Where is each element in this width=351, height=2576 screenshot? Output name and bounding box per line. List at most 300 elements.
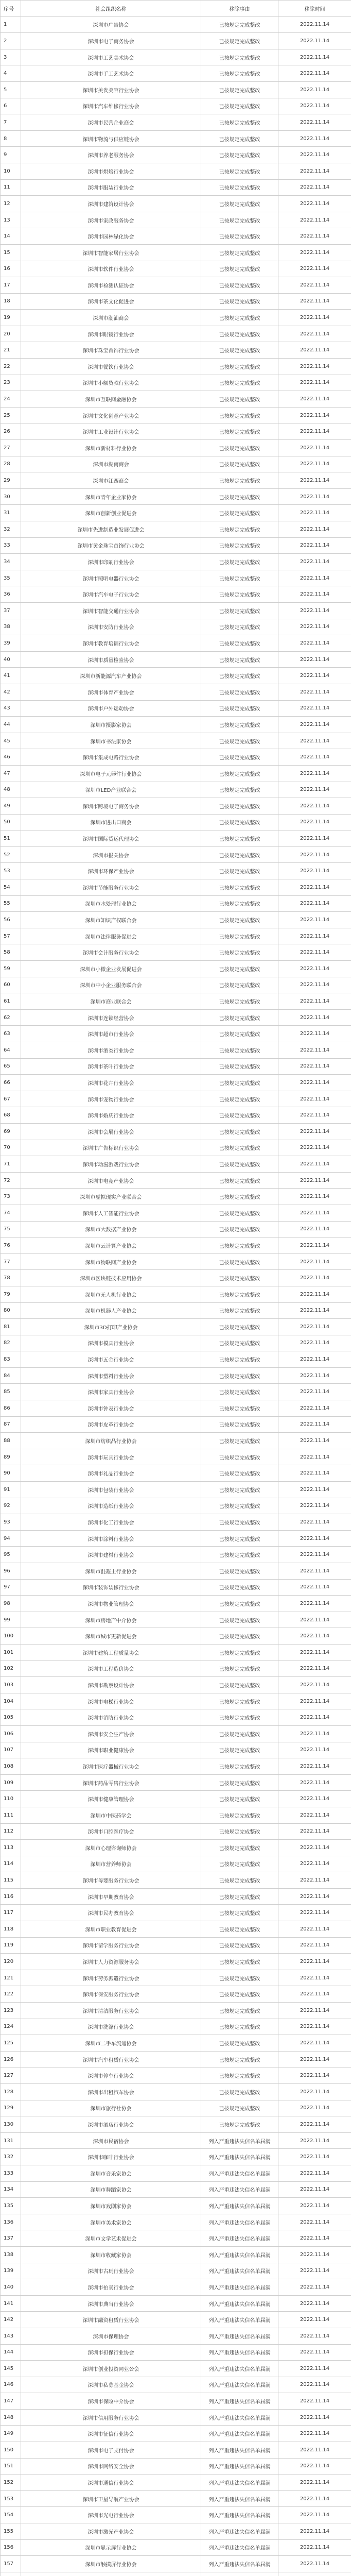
- cell-index: 149: [1, 2426, 21, 2442]
- table-row: [1, 1465, 351, 1482]
- cell-index: 68: [1, 1107, 21, 1124]
- cell-org-name: 深圳市电子元器件行业协会: [21, 765, 201, 782]
- cell-reason: 已按规定完成整改: [201, 537, 278, 554]
- cell-date: 2022.11.14: [278, 1058, 351, 1075]
- cell-index: 92: [1, 1498, 21, 1514]
- cell-reason: 已按规定完成整改: [201, 196, 278, 212]
- cell-reason: 列入严重违法失信名单届满: [201, 2507, 278, 2523]
- cell-reason: 列入严重违法失信名单届满: [201, 2490, 278, 2507]
- cell-date: 2022.11.14: [278, 1742, 351, 1758]
- cell-index: 14: [1, 228, 21, 245]
- cell-date: 2022.11.14: [278, 733, 351, 749]
- cell-reason: 已按规定完成整改: [201, 1270, 278, 1286]
- cell-reason: 已按规定完成整改: [201, 765, 278, 782]
- table-row: [1, 391, 351, 408]
- cell-org-name: 深圳市民营企业商会: [21, 114, 201, 131]
- header-row: [1, 1, 351, 17]
- cell-reason: 已按规定完成整改: [201, 423, 278, 440]
- table-row: [1, 1612, 351, 1628]
- cell-reason: 列入严重违法失信名单届满: [201, 2328, 278, 2344]
- cell-reason: 已按规定完成整改: [201, 1872, 278, 1889]
- cell-index: 145: [1, 2361, 21, 2377]
- cell-org-name: 深圳市通信行业协会: [21, 2475, 201, 2491]
- cell-reason: 列入严重违法失信名单届满: [201, 2181, 278, 2198]
- table-row: [1, 2051, 351, 2067]
- cell-index: 135: [1, 2198, 21, 2214]
- cell-index: 5: [1, 81, 21, 98]
- cell-org-name: 深圳市3D打印产业协会: [21, 1319, 201, 1335]
- cell-reason: 已按规定完成整改: [201, 2019, 278, 2035]
- cell-index: 12: [1, 196, 21, 212]
- cell-org-name: 深圳市宠物行业协会: [21, 1091, 201, 1107]
- cell-date: 2022.11.14: [278, 1384, 351, 1400]
- cell-date: 2022.11.14: [278, 2279, 351, 2296]
- cell-index: 144: [1, 2344, 21, 2361]
- cell-org-name: 深圳市药品零售行业协会: [21, 1774, 201, 1791]
- cell-date: 2022.11.14: [278, 1807, 351, 1823]
- cell-reason: 已按规定完成整改: [201, 1123, 278, 1140]
- cell-date: 2022.11.14: [278, 212, 351, 228]
- cell-reason: 已按规定完成整改: [201, 1238, 278, 1254]
- cell-org-name: 深圳市体育产业协会: [21, 684, 201, 700]
- cell-date: 2022.11.14: [278, 1156, 351, 1173]
- cell-index: 136: [1, 2214, 21, 2230]
- cell-reason: 已按规定完成整改: [201, 375, 278, 391]
- cell-index: [1, 2572, 21, 2576]
- cell-reason: 已按规定完成整改: [201, 326, 278, 342]
- cell-reason: 已按规定完成整改: [201, 798, 278, 815]
- cell-index: 81: [1, 1319, 21, 1335]
- table-row: [1, 1937, 351, 1954]
- cell-org-name: 深圳市水处理行业协会: [21, 895, 201, 912]
- cell-reason: 已按规定完成整改: [201, 1905, 278, 1921]
- cell-org-name: 深圳市互联网金融协会: [21, 391, 201, 408]
- cell-date: 2022.11.14: [278, 2409, 351, 2426]
- cell-date: 2022.11.14: [278, 244, 351, 261]
- cell-index: 50: [1, 814, 21, 831]
- cell-reason: 已按规定完成整改: [201, 1660, 278, 1677]
- cell-reason: 列入严重违法失信名单届满: [201, 2361, 278, 2377]
- cell-index: 129: [1, 2100, 21, 2116]
- cell-index: 105: [1, 1709, 21, 1726]
- cell-reason: 已按规定完成整改: [201, 521, 278, 538]
- cell-index: 113: [1, 1840, 21, 1856]
- cell-date: 2022.11.14: [278, 749, 351, 766]
- cell-date: 2022.11.14: [278, 1888, 351, 1905]
- table-row: [1, 1970, 351, 1986]
- table-row: [1, 1140, 351, 1156]
- cell-index: 79: [1, 1286, 21, 1302]
- cell-index: 116: [1, 1888, 21, 1905]
- cell-org-name: 深圳市网络安全协会: [21, 2458, 201, 2475]
- cell-org-name: 深圳市营养师协会: [21, 1856, 201, 1872]
- cell-date: 2022.11.14: [278, 1856, 351, 1872]
- table-row: [1, 1840, 351, 1856]
- cell-org-name: 深圳市文化创意产业协会: [21, 407, 201, 423]
- cell-index: 15: [1, 244, 21, 261]
- cell-org-name: 深圳市塑料行业协会: [21, 1367, 201, 1384]
- cell-org-name: 深圳市检测认证协会: [21, 277, 201, 294]
- cell-reason: 已按规定完成整改: [201, 1384, 278, 1400]
- table-row: [1, 65, 351, 82]
- cell-date: 2022.11.14: [278, 49, 351, 65]
- cell-reason: 已按规定完成整改: [201, 602, 278, 619]
- cell-org-name: 深圳市美发美容行业协会: [21, 81, 201, 98]
- cell-reason: 已按规定完成整改: [201, 1742, 278, 1758]
- cell-index: 76: [1, 1238, 21, 1254]
- cell-org-name: 深圳市软件行业协会: [21, 261, 201, 277]
- cell-index: 65: [1, 1058, 21, 1075]
- cell-reason: 已按规定完成整改: [201, 1335, 278, 1351]
- cell-reason: 列入严重违法失信名单届满: [201, 2295, 278, 2312]
- cell-index: 152: [1, 2475, 21, 2491]
- cell-index: 120: [1, 1954, 21, 1970]
- cell-org-name: 深圳市融资租赁行业协会: [21, 2312, 201, 2328]
- cell-reason: 列入严重违法失信名单届满: [201, 2393, 278, 2410]
- cell-date: 2022.11.14: [278, 2132, 351, 2149]
- table-row: [1, 359, 351, 375]
- cell-date: 2022.11.14: [278, 1270, 351, 1286]
- cell-index: 122: [1, 1986, 21, 2003]
- cell-org-name: 深圳市古玩行业协会: [21, 2263, 201, 2279]
- cell-date: 2022.11.14: [278, 2426, 351, 2442]
- cell-date: 2022.11.14: [278, 33, 351, 49]
- cell-reason: 已按规定完成整改: [201, 1172, 278, 1189]
- cell-reason: 已按规定完成整改: [201, 2084, 278, 2100]
- header-date: 移除时间: [278, 1, 351, 17]
- cell-index: 130: [1, 2116, 21, 2133]
- cell-reason: 已按规定完成整改: [201, 912, 278, 928]
- cell-index: 26: [1, 423, 21, 440]
- cell-org-name: 深圳市家政服务协会: [21, 212, 201, 228]
- cell-date: 2022.11.14: [278, 782, 351, 798]
- cell-org-name: 深圳市质量检验协会: [21, 651, 201, 668]
- cell-date: 2022.11.14: [278, 1644, 351, 1660]
- cell-index: 28: [1, 456, 21, 472]
- cell-reason: 已按规定完成整改: [201, 1009, 278, 1026]
- cell-reason: 列入严重违法失信名单届满: [201, 2556, 278, 2572]
- cell-index: 4: [1, 65, 21, 82]
- cell-org-name: 深圳市光电行业协会: [21, 2507, 201, 2523]
- cell-date: 2022.11.14: [278, 537, 351, 554]
- cell-date: 2022.11.14: [278, 2263, 351, 2279]
- cell-org-name: 深圳市照明电器行业协会: [21, 570, 201, 586]
- cell-org-name: 深圳市超市行业协会: [21, 1026, 201, 1042]
- table-row: [1, 1986, 351, 2003]
- cell-date: 2022.11.14: [278, 928, 351, 944]
- cell-date: 2022.11.14: [278, 2344, 351, 2361]
- cell-index: 137: [1, 2230, 21, 2247]
- cell-date: 2022.11.14: [278, 2475, 351, 2491]
- cell-date: 2022.11.14: [278, 1954, 351, 1970]
- cell-date: 2022.11.14: [278, 98, 351, 114]
- cell-date: 2022.11.14: [278, 2458, 351, 2475]
- cell-index: 131: [1, 2132, 21, 2149]
- cell-reason: 已按规定完成整改: [201, 1530, 278, 1547]
- cell-org-name: 深圳市纺织品行业协会: [21, 1433, 201, 1449]
- table-row: [1, 2377, 351, 2393]
- cell-org-name: 深圳市酒类行业协会: [21, 1042, 201, 1059]
- cell-reason: 已按规定完成整改: [201, 1156, 278, 1173]
- cell-org-name: 深圳市健康管理协会: [21, 1791, 201, 1807]
- cell-date: 2022.11.14: [278, 668, 351, 684]
- table-row: [1, 2475, 351, 2491]
- cell-date: 2022.11.14: [278, 1221, 351, 1238]
- table-row: [1, 212, 351, 228]
- cell-index: 111: [1, 1807, 21, 1823]
- cell-index: 106: [1, 1725, 21, 1742]
- cell-org-name: 深圳市出租汽车协会: [21, 2084, 201, 2100]
- cell-reason: 已按规定完成整改: [201, 1709, 278, 1726]
- cell-index: 121: [1, 1970, 21, 1986]
- cell-reason: 列入严重违法失信名单届满: [201, 2409, 278, 2426]
- cell-org-name: 深圳市收藏家协会: [21, 2246, 201, 2263]
- cell-date: 2022.11.14: [278, 505, 351, 521]
- cell-index: 103: [1, 1677, 21, 1693]
- cell-org-name: 深圳市养老服务协会: [21, 147, 201, 163]
- cell-index: 10: [1, 163, 21, 179]
- cell-date: 2022.11.14: [278, 2295, 351, 2312]
- cell-reason: 已按规定完成整改: [201, 1416, 278, 1433]
- cell-date: 2022.11.14: [278, 961, 351, 977]
- cell-org-name: 深圳市无人机行业协会: [21, 1286, 201, 1302]
- cell-date: 2022.11.14: [278, 1335, 351, 1351]
- table-row: [1, 114, 351, 131]
- cell-reason: 已按规定完成整改: [201, 684, 278, 700]
- cell-date: 2022.11.14: [278, 993, 351, 1010]
- table-row: [1, 1221, 351, 1238]
- cell-reason: 列入严重违法失信名单届满: [201, 2214, 278, 2230]
- table-row: [1, 944, 351, 961]
- table-row: [1, 1189, 351, 1205]
- cell-org-name: 深圳市机器人产业协会: [21, 1302, 201, 1319]
- table-row: [1, 1872, 351, 1889]
- cell-index: 74: [1, 1205, 21, 1221]
- table-row: [1, 635, 351, 652]
- table-row: [1, 749, 351, 766]
- cell-date: 2022.11.14: [278, 831, 351, 847]
- cell-org-name: 深圳市餐饮行业协会: [21, 359, 201, 375]
- cell-org-name: 深圳市显示屏行业协会: [21, 2539, 201, 2556]
- cell-index: 151: [1, 2458, 21, 2475]
- table-row: [1, 2523, 351, 2540]
- cell-reason: 列入严重违法失信名单届满: [201, 2263, 278, 2279]
- cell-org-name: 深圳市跨境电子商务协会: [21, 798, 201, 815]
- cell-date: 2022.11.14: [278, 1107, 351, 1124]
- cell-index: 52: [1, 846, 21, 863]
- table-row: [1, 993, 351, 1010]
- cell-date: 2022.11.14: [278, 2198, 351, 2214]
- table-row: [1, 2458, 351, 2475]
- cell-reason: 已按规定完成整改: [201, 831, 278, 847]
- cell-reason: 已按规定完成整改: [201, 407, 278, 423]
- table-row: [1, 2490, 351, 2507]
- table-row: [1, 1433, 351, 1449]
- cell-org-name: 深圳市创业投资同业公会: [21, 2361, 201, 2377]
- cell-date: 2022.11.14: [278, 1628, 351, 1645]
- cell-index: 117: [1, 1905, 21, 1921]
- cell-index: 75: [1, 1221, 21, 1238]
- cell-reason: 已按规定完成整改: [201, 1302, 278, 1319]
- cell-org-name: 深圳市勘察设计协会: [21, 1677, 201, 1693]
- cell-date: 2022.11.14: [278, 1660, 351, 1677]
- table-row: [1, 1351, 351, 1368]
- cell-reason: 已按规定完成整改: [201, 1042, 278, 1059]
- cell-index: 107: [1, 1742, 21, 1758]
- table-row: [1, 196, 351, 212]
- cell-index: 114: [1, 1856, 21, 1872]
- cell-reason: 已按规定完成整改: [201, 228, 278, 245]
- cell-index: 66: [1, 1075, 21, 1091]
- cell-date: 2022.11.14: [278, 2556, 351, 2572]
- cell-index: 20: [1, 326, 21, 342]
- cell-index: 16: [1, 261, 21, 277]
- cell-date: 2022.11.14: [278, 1905, 351, 1921]
- cell-index: 64: [1, 1042, 21, 1059]
- cell-org-name: 深圳市模具行业协会: [21, 1335, 201, 1351]
- cell-org-name: 深圳市电子支付协会: [21, 2442, 201, 2459]
- cell-org-name: 深圳市洗涤行业协会: [21, 2019, 201, 2035]
- cell-index: 101: [1, 1644, 21, 1660]
- cell-reason: 已按规定完成整改: [201, 1628, 278, 1645]
- cell-date: 2022.11.14: [278, 114, 351, 131]
- table-row: [1, 228, 351, 245]
- cell-org-name: 深圳市安全生产协会: [21, 1725, 201, 1742]
- cell-date: 2022.11.14: [278, 1514, 351, 1531]
- cell-org-name: 深圳市珠宝首饰行业协会: [21, 342, 201, 359]
- cell-org-name: 深圳市商业联合会: [21, 993, 201, 1010]
- cell-date: 2022.11.14: [278, 130, 351, 147]
- cell-org-name: 深圳市音乐家协会: [21, 2165, 201, 2181]
- cell-reason: [201, 2572, 278, 2576]
- table-row: [1, 2556, 351, 2572]
- table-row: [1, 2132, 351, 2149]
- table-row: [1, 2312, 351, 2328]
- cell-reason: 已按规定完成整改: [201, 1677, 278, 1693]
- cell-date: 2022.11.14: [278, 1205, 351, 1221]
- cell-date: 2022.11.14: [278, 2003, 351, 2019]
- cell-index: 99: [1, 1612, 21, 1628]
- cell-date: 2022.11.14: [278, 472, 351, 489]
- table-row: [1, 602, 351, 619]
- cell-org-name: 深圳市典当行业协会: [21, 2295, 201, 2312]
- cell-index: 55: [1, 895, 21, 912]
- cell-date: 2022.11.14: [278, 1547, 351, 1563]
- header-index: 序号: [1, 1, 21, 17]
- cell-org-name: 深圳市先进制造业发展促进会: [21, 521, 201, 538]
- cell-date: 2022.11.14: [278, 2019, 351, 2035]
- cell-reason: 已按规定完成整改: [201, 1774, 278, 1791]
- cell-date: 2022.11.14: [278, 2035, 351, 2052]
- cell-org-name: 深圳市触摸屏行业协会: [21, 2556, 201, 2572]
- cell-org-name: 深圳市二手车流通协会: [21, 2035, 201, 2052]
- cell-index: 109: [1, 1774, 21, 1791]
- table-row: [1, 1270, 351, 1286]
- cell-date: 2022.11.14: [278, 2377, 351, 2393]
- table-row: [1, 1514, 351, 1531]
- cell-org-name: 深圳市劳务派遣行业协会: [21, 1970, 201, 1986]
- cell-reason: 已按规定完成整改: [201, 1319, 278, 1335]
- table-row: [1, 49, 351, 65]
- cell-reason: 已按规定完成整改: [201, 586, 278, 603]
- cell-index: 146: [1, 2377, 21, 2393]
- cell-date: 2022.11.14: [278, 798, 351, 815]
- cell-index: 115: [1, 1872, 21, 1889]
- table-row: [1, 977, 351, 993]
- cell-index: 18: [1, 293, 21, 310]
- cell-date: 2022.11.14: [278, 1758, 351, 1775]
- cell-org-name: 深圳市停车行业协会: [21, 2067, 201, 2084]
- table-row: [1, 1628, 351, 1645]
- cell-index: 7: [1, 114, 21, 131]
- cell-reason: 已按规定完成整改: [201, 863, 278, 879]
- cell-org-name: 深圳市五金行业协会: [21, 1351, 201, 1368]
- cell-org-name: 深圳市家具行业协会: [21, 1384, 201, 1400]
- cell-date: 2022.11.14: [278, 2116, 351, 2133]
- cell-org-name: 深圳市清洁服务行业协会: [21, 2003, 201, 2019]
- cell-date: 2022.11.14: [278, 147, 351, 163]
- cell-org-name: 深圳市民宿协会: [21, 2132, 201, 2149]
- cell-org-name: 深圳市卫星导航产业协会: [21, 2490, 201, 2507]
- cell-date: 2022.11.14: [278, 1189, 351, 1205]
- table-row: [1, 1563, 351, 1580]
- cell-reason: 已按规定完成整改: [201, 749, 278, 766]
- cell-org-name: 深圳市旅行社协会: [21, 2100, 201, 2116]
- cell-reason: 已按规定完成整改: [201, 1758, 278, 1775]
- cell-date: 2022.11.14: [278, 619, 351, 635]
- cell-reason: 已按规定完成整改: [201, 2067, 278, 2084]
- table-row: [1, 2393, 351, 2410]
- cell-index: 3: [1, 49, 21, 65]
- cell-date: 2022.11.14: [278, 1693, 351, 1709]
- cell-reason: 已按规定完成整改: [201, 488, 278, 505]
- table-row: [1, 1954, 351, 1970]
- table-row: [1, 1449, 351, 1465]
- cell-index: 80: [1, 1302, 21, 1319]
- cell-index: 133: [1, 2165, 21, 2181]
- table-row: [1, 1253, 351, 1270]
- table-row: [1, 326, 351, 342]
- table-row: [1, 1579, 351, 1596]
- cell-org-name: 深圳市建材行业协会: [21, 1547, 201, 1563]
- table-row: [1, 1286, 351, 1302]
- cell-date: 2022.11.14: [278, 1042, 351, 1059]
- cell-date: 2022.11.14: [278, 717, 351, 733]
- cell-index: 1: [1, 16, 21, 33]
- cell-org-name: 深圳市会展行业协会: [21, 1123, 201, 1140]
- table-row: [1, 1367, 351, 1384]
- cell-date: 2022.11.14: [278, 765, 351, 782]
- cell-org-name: 深圳市建筑设计协会: [21, 196, 201, 212]
- cell-reason: 已按规定完成整改: [201, 1888, 278, 1905]
- cell-index: 11: [1, 179, 21, 196]
- cell-org-name: 深圳市书法家协会: [21, 733, 201, 749]
- cell-org-name: 深圳市汽车电子行业协会: [21, 586, 201, 603]
- cell-reason: 已按规定完成整改: [201, 993, 278, 1010]
- cell-org-name: 深圳市云计算产业协会: [21, 1238, 201, 1254]
- table-row: [1, 1677, 351, 1693]
- cell-index: 95: [1, 1547, 21, 1563]
- cell-org-name: 深圳市人力资源服务协会: [21, 1954, 201, 1970]
- cell-index: 108: [1, 1758, 21, 1775]
- table-row: [1, 1498, 351, 1514]
- cell-reason: 已按规定完成整改: [201, 49, 278, 65]
- cell-date: 2022.11.14: [278, 1140, 351, 1156]
- cell-index: 125: [1, 2035, 21, 2052]
- cell-reason: 已按规定完成整改: [201, 1986, 278, 2003]
- cell-org-name: 深圳市中小企业服务联合会: [21, 977, 201, 993]
- table-row: [1, 700, 351, 717]
